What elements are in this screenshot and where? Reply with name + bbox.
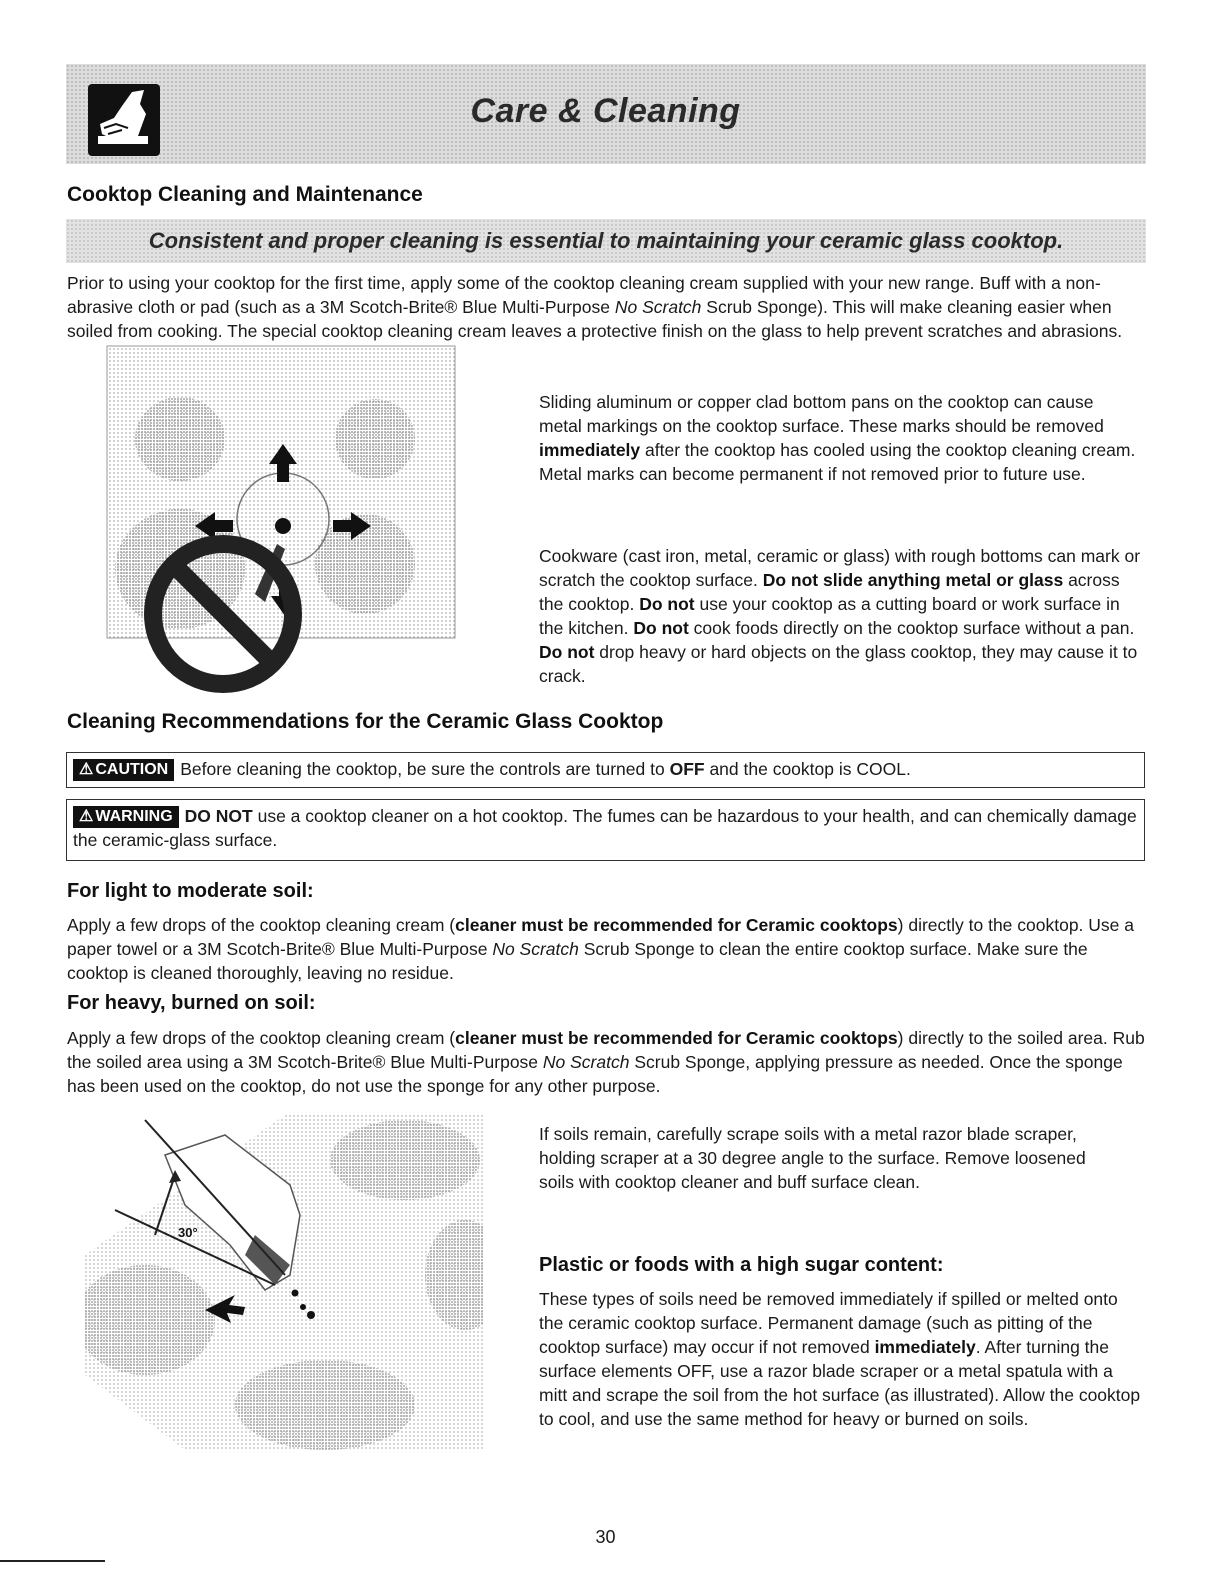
warning-badge: ⚠ WARNING [73,806,179,828]
page-title: Care & Cleaning [470,92,741,130]
caution-box: ⚠ CAUTION Before cleaning the cooktop, be sure the controls are turned to OFF and the cooktop is COOL. [66,752,1145,788]
cookware-paragraph: Cookware (cast iron, metal, ceramic or glass) with rough bottoms can mark or scratch the cooktop surface. Do not slide anything metal or glass across the cooktop. Do not use your cooktop as a cutting board or work surface in the kitchen. Do not cook foods directly on the cooktop surface without a pan. Do not drop heavy or hard objects on the glass cooktop, they may cause it to crack. [539,546,1141,686]
angle-label: 30° [178,1225,198,1240]
footer-rule [0,1560,105,1562]
emphasis-banner: Consistent and proper cleaning is essential to maintaining your ceramic glass cooktop. [66,219,1146,263]
warning-triangle-icon: ⚠ [79,808,94,825]
scrape-paragraph: If soils remain, carefully scrape soils with a metal razor blade scraper, holding scraper at a 30 degree angle to the surface. Remove loosened soils with cooktop cleaner and buff surface clean. [539,1124,1086,1192]
plastic-sugar-paragraph: These types of soils need be removed immediately if spilled or melted onto the ceramic cooktop surface. Permanent damage (such as pitting of the cooktop surface) may occur if not removed immediately. After turning the surface elements OFF, use a razor blade scraper or a metal spatula with a mitt and scrape the soil from the hot surface (as illustrated). Allow the cooktop to cool, and use the same method for heavy or burned on soils. [539,1289,1141,1429]
warning-box: ⚠ WARNING DO NOT use a cooktop cleaner on a hot cooktop. The fumes can be hazardous to your health, and can chemically damage the ceramic-glass surface. [66,799,1145,861]
cooktop-no-slide-illustration [105,344,457,699]
section-heading-cooktop-cleaning: Cooktop Cleaning and Maintenance [67,183,423,206]
plastic-sugar-heading: Plastic or foods with a high sugar content: [539,1254,944,1276]
intro-paragraph: Prior to using your cooktop for the first time, apply some of the cooktop cleaning cream supplied with your new range. Buff with a non-abrasive cloth or pad (such as a 3M Scotch-Brite® Blue Multi-Purpose No Scratch Scrub Sponge). This will make cleaning easier when soiled from cooking. The special cooktop cleaning cream leaves a protective finish on the glass to help prevent scratches and abrasions. [67,273,1123,341]
heavy-soil-heading: For heavy, burned on soil: [67,992,316,1014]
caution-badge: ⚠ CAUTION [73,759,174,781]
heavy-soil-paragraph: Apply a few drops of the cooktop cleaning cream (cleaner must be recommended for Ceramic cooktops) directly to the soiled area. Rub the soiled area using a 3M Scotch-Brite® Blue Multi-Purpose No Scratch Scrub Sponge, applying pressure as needed. Once the sponge has been used on the cooktop, do not use the sponge for any other purpose. [67,1028,1145,1096]
warning-triangle-icon: ⚠ [79,761,94,778]
razor-scraper-illustration [85,1115,483,1450]
sliding-pans-paragraph: Sliding aluminum or copper clad bottom pans on the cooktop can cause metal markings on the cooktop surface. These marks should be removed immediately after the cooktop has cooled using the cooktop cleaning cream. Metal marks can become permanent if not removed prior to future use. [539,392,1136,484]
section-heading-cleaning-recommendations: Cleaning Recommendations for the Ceramic Glass Cooktop [67,710,664,733]
light-soil-paragraph: Apply a few drops of the cooktop cleaning cream (cleaner must be recommended for Ceramic cooktops) directly to the cooktop. Use a paper towel or a 3M Scotch-Brite® Blue Multi-Purpose No Scratch Scrub Sponge to clean the entire cooktop surface. Make sure the cooktop is cleaned thoroughly, leaving no residue. [67,915,1135,983]
page-number: 30 [595,1527,616,1547]
light-soil-heading: For light to moderate soil: [67,880,314,902]
